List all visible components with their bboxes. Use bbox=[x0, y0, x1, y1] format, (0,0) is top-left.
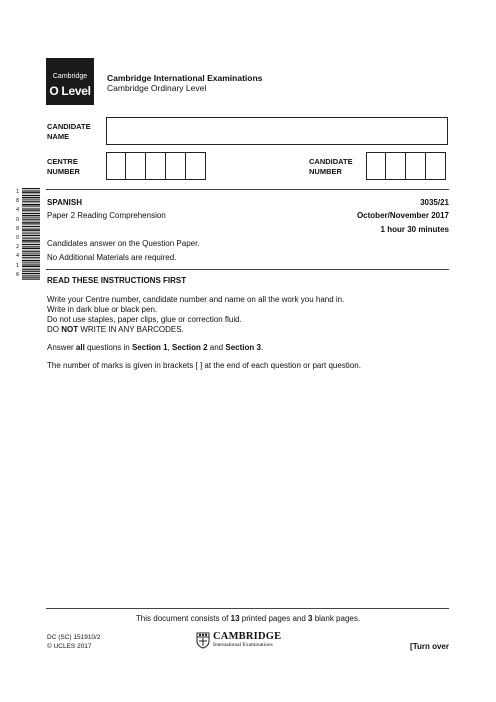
cambridge-crest-icon bbox=[196, 632, 210, 649]
instruction-text: questions in bbox=[84, 343, 132, 352]
candidate-number-boxes bbox=[366, 152, 446, 180]
section-reference: Section 1 bbox=[131, 343, 168, 352]
logo-text-cambridge: Cambridge bbox=[52, 73, 88, 80]
instruction-line: Do not use staples, paper clips, glue or correction fluid. bbox=[47, 315, 242, 324]
subject-title: SPANISH bbox=[47, 198, 82, 207]
materials-note-2: No Additional Materials are required. bbox=[47, 253, 177, 262]
centre-number-label bbox=[47, 157, 80, 177]
instruction-emphasis: NOT bbox=[61, 325, 79, 334]
materials-note-1: Candidates answer on the Question Paper. bbox=[47, 239, 200, 248]
divider bbox=[46, 269, 449, 270]
section-reference: Section 3 bbox=[225, 343, 261, 352]
candidate-number-digit-box[interactable] bbox=[386, 152, 406, 180]
cambridge-footer-logo bbox=[196, 631, 296, 651]
paper-title: Paper 2 Reading Comprehension bbox=[47, 211, 166, 220]
document-reference: DC (SC) 151910/2 bbox=[47, 634, 101, 641]
exam-session: October/November 2017 bbox=[356, 211, 449, 220]
logo-text-o-level: O Level bbox=[49, 84, 91, 98]
centre-number-digit-box[interactable] bbox=[106, 152, 126, 180]
brand-name: CAMBRIDGE bbox=[213, 631, 282, 642]
candidate-number-label-line1: CANDIDATE bbox=[309, 157, 353, 166]
instruction-text: Answer bbox=[47, 343, 76, 352]
instruction-text: DO bbox=[47, 325, 62, 334]
qualification-level: Cambridge Ordinary Level bbox=[107, 83, 207, 93]
centre-number-label-line2: NUMBER bbox=[47, 167, 80, 176]
answer-instruction bbox=[47, 343, 263, 352]
brand-subtitle: International Examinations bbox=[213, 642, 273, 648]
centre-number-boxes bbox=[106, 152, 206, 180]
instructions-heading: READ THESE INSTRUCTIONS FIRST bbox=[47, 276, 187, 285]
marks-instruction: The number of marks is given in brackets [ ] at the end of each question or part question. bbox=[47, 361, 361, 370]
instruction-emphasis: all bbox=[75, 343, 85, 352]
cambridge-o-level-logo bbox=[46, 58, 94, 105]
candidate-name-label-line2: NAME bbox=[47, 132, 70, 141]
candidate-name-label-line1: CANDIDATE bbox=[47, 122, 91, 131]
candidate-number-digit-box[interactable] bbox=[426, 152, 446, 180]
candidate-number-label bbox=[309, 157, 353, 177]
divider bbox=[46, 608, 449, 609]
footer-text: printed pages and bbox=[239, 614, 309, 623]
page-count-note bbox=[0, 614, 496, 623]
divider bbox=[46, 189, 449, 190]
candidate-number-label-line2: NUMBER bbox=[309, 167, 342, 176]
instruction-line: Write your Centre number, candidate number and name on all the work you hand in. bbox=[47, 295, 345, 304]
instruction-text: , bbox=[167, 343, 172, 352]
footer-text: blank pages. bbox=[312, 614, 361, 623]
instruction-line-barcodes bbox=[47, 325, 184, 334]
turn-over-label: [Turn over bbox=[410, 642, 449, 651]
candidate-name-label bbox=[47, 122, 91, 142]
candidate-number-digit-box[interactable] bbox=[366, 152, 386, 180]
paper-code: 3035/21 bbox=[420, 198, 449, 207]
instruction-line: Write in dark blue or black pen. bbox=[47, 305, 158, 314]
instruction-text: and bbox=[207, 343, 226, 352]
instruction-text: . bbox=[260, 343, 264, 352]
printed-page-count: 13 bbox=[230, 614, 240, 623]
centre-number-digit-box[interactable] bbox=[166, 152, 186, 180]
centre-number-digit-box[interactable] bbox=[126, 152, 146, 180]
blank-page-count: 3 bbox=[308, 614, 313, 623]
footer-text: This document consists of bbox=[135, 614, 231, 623]
exam-board-title: Cambridge International Examinations bbox=[107, 73, 263, 83]
section-reference: Section 2 bbox=[171, 343, 208, 352]
copyright-notice: © UCLES 2017 bbox=[47, 643, 92, 650]
centre-number-digit-box[interactable] bbox=[146, 152, 166, 180]
instruction-text: WRITE IN ANY BARCODES. bbox=[78, 325, 184, 334]
candidate-name-field[interactable] bbox=[106, 117, 448, 145]
candidate-number-digit-box[interactable] bbox=[406, 152, 426, 180]
centre-number-label-line1: CENTRE bbox=[47, 157, 78, 166]
centre-number-digit-box[interactable] bbox=[186, 152, 206, 180]
exam-duration: 1 hour 30 minutes bbox=[380, 225, 449, 234]
barcode-digits: 1 8 4 0 8 0 2 4 1 6 bbox=[16, 189, 20, 278]
